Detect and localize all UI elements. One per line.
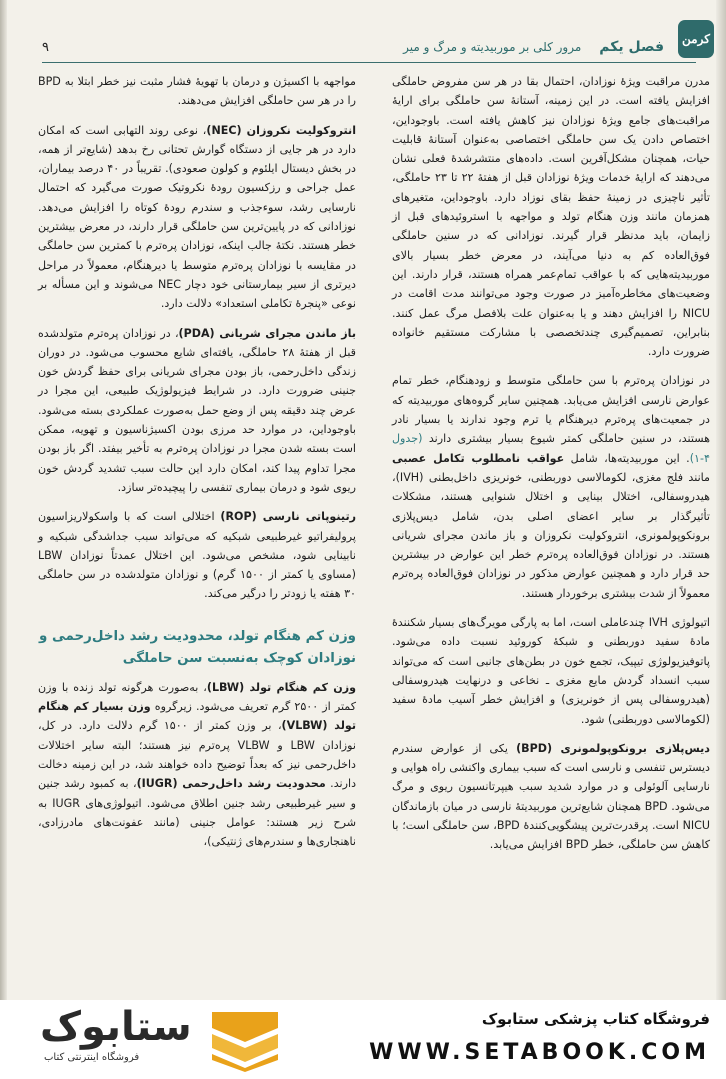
page-number: ۹ [42,39,49,55]
bold-term: انتروکولیت نکروزان (NEC) [206,123,356,137]
bold-term: وزن بسیار کم هنگام تولد (VLBW) [38,700,356,733]
bold-term: رتینوپاتی نارسی (ROP) [220,510,356,524]
store-brand-wordmark: ستابوک [40,1004,192,1050]
store-url-link[interactable]: WWW.SETABOOK.COM [369,1040,710,1065]
table-reference-link[interactable]: (جدول ۴-۱) [392,432,710,465]
store-name: فروشگاه کتاب پزشکی ستابوک [481,1010,710,1028]
right-column [392,72,710,855]
page-edge-shadow [716,0,726,1000]
chapter-title: مرور کلی بر موربیدیته و مرگ و میر [403,40,582,54]
running-header [42,32,710,63]
bold-term: وزن کم هنگام تولد (LBW) [206,680,356,694]
page-edge-shadow [0,0,7,1000]
paragraph: انتروکولیت نکروزان (NEC)، نوعی روند التهابی است که امکان دارد در هر جایی از دستگاه گوارش تحتانی رخ بدهد (شایع‌تر از همه، در بخش دیستال ایلئوم و کولون صعودی). تقریباً در ۴۰ درصد بیماران، عمل جراحی و رزکسیون رودهٔ نکروتیک صورت می‌گیرد که احتمال نارسایی رشد، سوءجذب و سندرم رودهٔ کوتاه را افزایش می‌دهد. نوزادانی که در پایین‌ترین سن حاملگی قرار دارند، در معرض بیشترین خطر هستند. نکتهٔ جالب اینکه، نوزادان پره‌ترم با کمترین سن حاملگی در مقایسه با نوزادان پره‌ترم متوسط یا دیرهنگام، معمولاً در مراحل دیرتری از سیر بیمارستانی خود دچار NEC می‌شوند و این مسأله بر نوعی «پنجرهٔ تکاملی استعداد» دلالت دارد. [38,123,356,311]
paragraph: دیس‌پلازی برونکوپولمونری (BPD) یکی از عوارض سندرم دیسترس تنفسی و نارسی است که سبب بیماری واکنشی راه هوایی و نارسایی آلوئولی و در موارد شدید سبب هیپرتانسیون ریوی و مرگ می‌شود. BPD همچنان شایع‌ترین موربیدیتهٔ نارسی در میان بازماندگان NICU است. پرقدرت‌ترین پیشگویی‌کنندهٔ BPD، سن حاملگی است؛ با کاهش سن حاملگی، خطر BPD افزایش می‌یابد. [392,741,710,852]
book-stack-logo-icon [208,1008,282,1072]
chapter-label: فصل یکم [599,39,664,55]
publisher-logo-icon [678,20,714,58]
paragraph: مدرن مراقبت ویژهٔ نوزادان، احتمال بقا در هر سن مفروض حاملگی افزایش یافته است. در این زمینه، آستانهٔ سن حاملگی برای ارایهٔ مراقبت‌های جامع ویژهٔ نوزادان نیز کاهش یافته است. باوجوداین، اختصاص دادن یک سن حاملگی اختصاصی به‌عنوان آستانهٔ قابلیت حیات، همچنان مشکل‌آفرین است. داده‌های منتشرشدهٔ فعلی نشان می‌دهند که ارایهٔ خدمات ویژهٔ نوزادان قبل از هفتهٔ ۲۲ تا ۲۳ حاملگی، تأثیر ناچیزی در زمینهٔ حفظ بقای نوزاد دارد. باوجوداین، متغیرهای همزمان مانند وزن هنگام تولد و مواجهه با استروئیدهای قبل از زایمان، باید مدنظر قرار گیرند. نوزادانی که در سنین حاملگی فوق‌العاده کم به دنیا می‌آیند، در معرض خطر بسیار بالای موربیدیته‌هایی که با عواقب تمام‌عمر همراه هستند، قرار دارند. این وضعیت‌های مخاطره‌آمیز در صورت وجود می‌توانند مدت اقامت در NICU را افزایش دهند و یا به‌عنوان علت بلافصل مرگ عمل کنند. بنابراین، تصمیم‌گیری چندتخصصی با مشارکت مستقیم خانواده ضرورت دارد. [392,75,710,359]
paragraph: اتیولوژی IVH چندعاملی است، اما به پارگی مویرگ‌های بسیار شکنندهٔ مادهٔ سفید دوربطنی و شبکهٔ کوروئید نسبت داده می‌شود. پاتوفیزیولوژی تیپیک، تجمع خون در بطن‌های جانبی است که می‌تواند سبب انسداد گردش مایع مغزی ـ نخاعی و درنهایت هیدروسفالی (هیدروسفالی پس از خونریزی) و افزایش خطر آسیب مادهٔ سفید (لکومالاسی دوربطنی) شود. [392,616,710,726]
bold-term: دیس‌پلازی برونکوپولمونری (BPD) [516,741,710,755]
bold-term: محدودیت رشد داخل‌رحمی (IUGR) [136,777,326,791]
left-column [38,72,356,851]
bold-term: باز ماندن مجرای شریانی (PDA) [178,326,356,340]
bold-term: عواقب نامطلوب تکامل عصبی [392,451,565,465]
paragraph: وزن کم هنگام تولد (LBW)، به‌صورت هرگونه تولد زنده با وزن کمتر از ۲۵۰۰ گرم تعریف می‌شود. زیرگروه وزن بسیار کم هنگام تولد (VLBW)، بر وزن کمتر از ۱۵۰۰ گرم دلالت دارد. در کل، نوزادان LBW و VLBW پره‌ترم نیز هستند؛ البته سایر اختلالات داخل‌رحمی نیز که بعداً توضیح داده خواهند شد، در این زمینه دخالت دارند. محدودیت رشد داخل‌رحمی (IUGR)، به کمبود رشد جنین و سیر غیرطبیعی رشد جنین اطلاق می‌شود. اتیولوژی‌های IUGR به شرح زیر هستند: عوامل جنینی (مانند عفونت‌های مادرزادی، ناهنجاری‌ها و سندرم‌های ژنتیکی)، [38,680,357,849]
paragraph: باز ماندن مجرای شریانی (PDA)، در نوزادان پره‌ترم متولدشده قبل از هفتهٔ ۲۸ حاملگی، یافته‌ای شایع محسوب می‌شود. در دوران زندگی داخل‌رحمی، باز بودن مجرای شریانی برای حفظ گردش خون جنینی ضرورت دارد. در شرایط فیزیولوژیک طبیعی، این مجرا در عرض چند دقیقه پس از وضع حمل به‌صورت عملکردی بسته می‌شود. باوجوداین، در موارد حد مرزی بودن اکسیژناسیون و تهویه، ممکن است بسته شدن مجرا در نوزادان پره‌ترم به تأخیر بیفتد. اگر باز بودن مجرا تداوم پیدا کند، امکان دارد این حالت سبب تشدید گردش خون ریوی شود و درمان بیماری تنفسی را پیچیده‌تر سازد. [38,326,356,494]
paragraph: مواجهه با اکسیژن و درمان با تهویهٔ فشار مثبت نیز خطر ابتلا به BPD را در هر سن حاملگی افزایش می‌دهند. [38,75,356,108]
store-brand-subtitle: فروشگاه اینترنتی کتاب [44,1052,140,1063]
logo-text: کرمن [682,32,710,46]
store-footer-banner [0,1000,726,1079]
section-heading: وزن کم هنگام تولد، محدودیت رشد داخل‌رحمی و نوزادان کوچک به‌نسبت سن حاملگی [39,628,356,666]
paragraph: در نوزادان پره‌ترم با سن حاملگی متوسط و زودهنگام، خطر تمام عوارض نارسی افزایش می‌یابد. همچنین سایر گروه‌های موربیدیته که در جمعیت‌های پره‌ترم دیرهنگام یا ترم وجود ندارند یا بسیار نادر هستند، در سنین حاملگی کمتر شیوع بسیار بیشتری دارند (جدول ۴-۱). این موربیدیته‌ها، شامل عواقب نامطلوب تکامل عصبی مانند فلج مغزی، لکومالاسی دوربطنی، خونریزی داخل‌بطنی (IVH)، هیدروسفالی، اختلال بینایی و اختلال شنوایی هستند، مشکلات تأثیرگذار بر سایر اعضای اصلی بدن، شامل دیس‌پلازی برونکوپولمونری، انتروکولیت نکروزان و باز ماندن مجرای شریانی هستند. در نوزادان فوق‌العاده پره‌ترم خطر این عوارض در بیشترین حد قرار دارد و همچنین عوارض مذکور در نوزادان فوق‌العاده پره‌ترم معمولاً از شدت بیشتری برخوردار هستند. [392,374,710,600]
paragraph: رتینوپاتی نارسی (ROP) اختلالی است که با واسکولاریزاسیون پرولیفراتیو غیرطبیعی شبکیه که می‌تواند سبب جداشدگی شبکیه و نابینایی شود، مشخص می‌شود. این اختلال عمدتاً نوزادان LBW (مساوی یا کمتر از ۱۵۰۰ گرم) و نوزادان متولدشده در سن حاملگی ۳۰ هفته یا زودتر را درگیر می‌کند. [38,510,356,601]
